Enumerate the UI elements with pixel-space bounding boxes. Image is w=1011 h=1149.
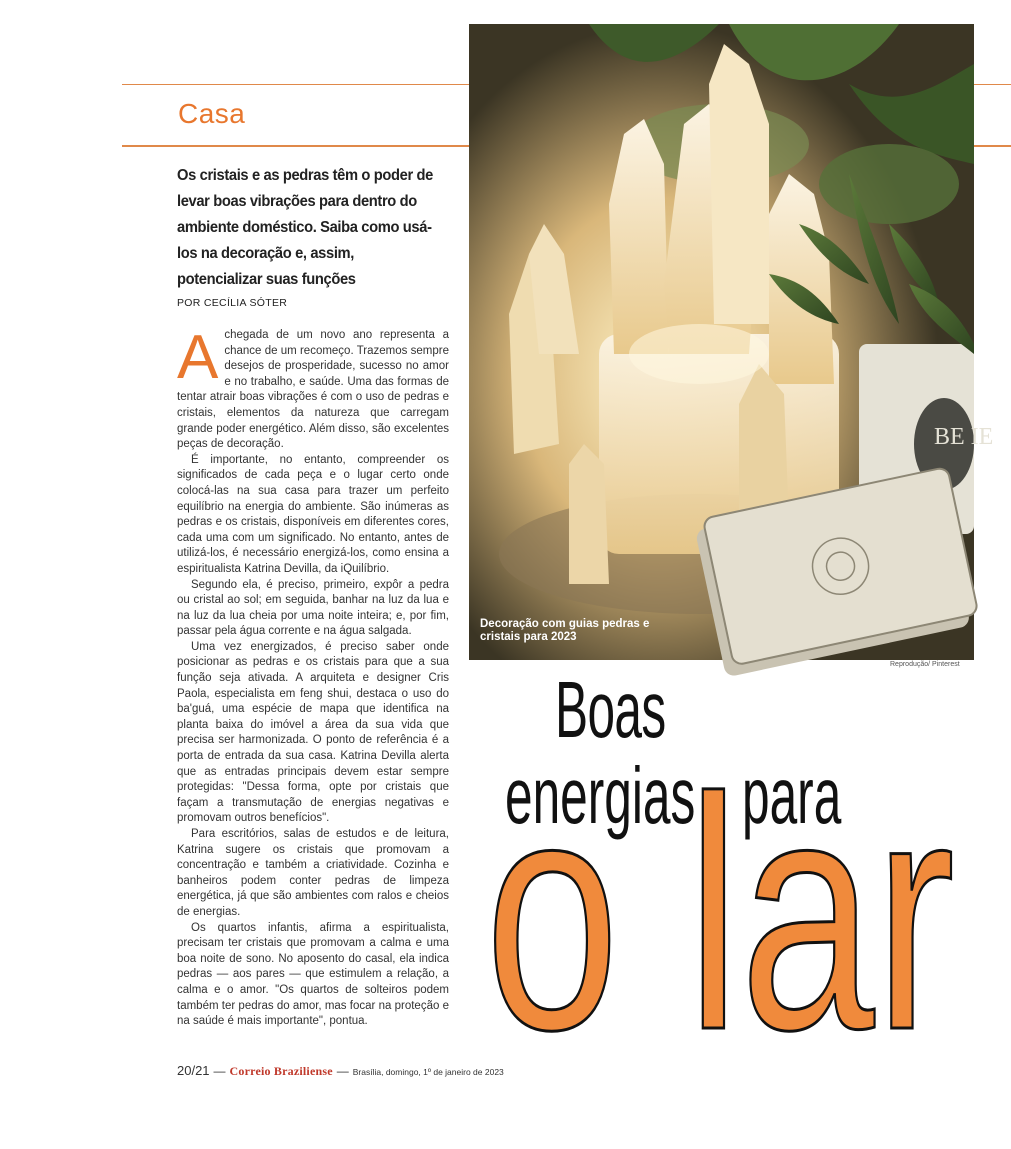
crystals-illustration	[469, 24, 994, 660]
candle-label: BE IE	[934, 424, 994, 450]
paragraph	[177, 323, 449, 453]
paragraph: Segundo ela, é preciso, primeiro, expôr a pedra ou cristal ao sol; em seguida, banhar na luz da lua e na luz da lua cheia por uma noite inteira; e, por fim, passar pela água corrente e na água salgada.	[177, 578, 449, 638]
paragraph: É importante, no entanto, compreender os significados de cada peça e o lugar certo onde colocá-las na sua casa para trazer um perfeito equilíbrio na energia do ambiente. São inúmeras as pedras e os cristais, disponíveis em diferentes cores, cada uma com um significado. No entanto, antes de utilizá-los, é necessário energizá-los, como ensina a espiritualista Katrina Devilla, da iQuilíbrio.	[177, 453, 449, 575]
paragraph-text: chegada de um novo ano representa a chance de um recomeço. Trazemos sempre desejos de prosperidade, sucesso no amor e no trabalho, e saúde. Uma das formas de tentar atrair boas vibrações é com o uso de pedras e cristais, elementos da natureza que carregam grande poder energético. Além disso, são excelentes peças de decoração.	[177, 329, 449, 451]
headline-line2b: para	[742, 751, 842, 840]
section-title: Casa	[178, 98, 246, 129]
feature-photo	[469, 24, 994, 660]
paragraph: Os quartos infantis, afirma a espiritualista, precisam ter cristais que promovam a calma e uma boa noite de sono. No aposento do casal, ela indica pedras — aos pares — que estimulem a relação, a calma e o amor. "Os quartos de solteiros podem também ter pedras do amor, mas focar na proteção e na saúde é mais importante", pontua.	[177, 921, 449, 1028]
photo-caption: Decoração com guias pedras e cristais para 2023	[480, 618, 650, 643]
paragraph: Uma vez energizados, é preciso saber onde posicionar as pedras e os cristais para que a sua função seja ativada. A arquiteta e designer Cris Paola, especialista em feng shui, destaca o uso do ba'guá, uma espécie de mapa que identifica na planta baixa do imóvel a área da sua vida que precisa ser harmonizada. O ponto de referência é a porta de entrada da sua casa. Katrina Devilla alerta que as entradas principais devem estar sempre protegidas: "Dessa forma, opte por cristais que façam a transmutação de energias negativas e promovam outros benefícios".	[177, 640, 449, 825]
headline-line1: Boas	[555, 665, 666, 754]
headline-line2a: energias	[505, 751, 696, 840]
footer-dash: —	[336, 1064, 349, 1078]
page-footer	[177, 1063, 504, 1079]
footer-dash: —	[213, 1064, 226, 1078]
publication-date: Brasília, domingo, 1º de janeiro de 2023	[352, 1067, 504, 1077]
byline: POR CECÍLIA SÓTER	[177, 297, 288, 309]
photo-credit: Reprodução/ Pinterest	[890, 661, 960, 668]
article-body	[177, 323, 449, 1030]
article-deck: Os cristais e as pedras têm o poder de levar boas vibrações para dentro do ambiente doméstico. Saiba como usá-los na decoração e, assim, potencializar suas funções	[177, 167, 434, 288]
newspaper-brand: Correio Braziliense	[229, 1064, 333, 1078]
drop-cap: A	[177, 323, 219, 392]
paragraph: Para escritórios, salas de estudos e de leitura, Katrina sugere os cristais que promovam a concentração e também a criatividade. Cozinha e banheiros podem conter pedras de limpeza energética, já que são ambientes com ralos e cheios de energias.	[177, 828, 449, 918]
headline-line3: o lar	[485, 729, 955, 1098]
headline-line3-graphic	[480, 700, 960, 1098]
page-number: 20/21	[177, 1063, 210, 1078]
